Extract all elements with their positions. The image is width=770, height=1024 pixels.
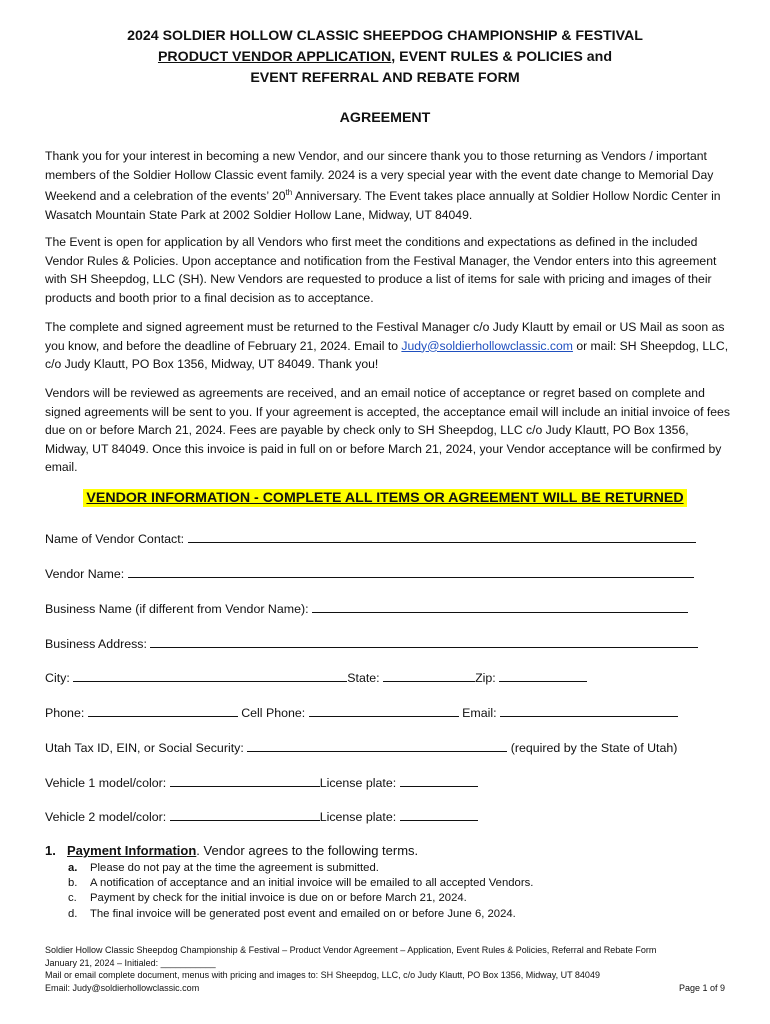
intro-text-a: Thank you for your interest in becoming a new Vendor, and our sincere thank you to those returning as Vendors / important members of the Soldier Hollow Classic event family. 2024 is a very special year with the event date change to Memorial Day Weekend and a celebration of the events’ 20 — [45, 149, 714, 204]
label-email: Email: — [462, 706, 497, 720]
input-vendor-contact[interactable] — [188, 530, 696, 543]
label-zip: Zip: — [475, 671, 496, 685]
input-license-plate-1[interactable] — [400, 774, 478, 787]
field-vendor-name — [45, 565, 694, 581]
section-payment-information — [45, 843, 418, 858]
list-text: Payment by check for the initial invoice is due on or before March 21, 2024. — [90, 892, 467, 904]
vendor-info-heading-wrap — [0, 489, 770, 507]
title-line-3: EVENT REFERRAL AND REBATE FORM — [250, 70, 520, 86]
footer-line-1: Soldier Hollow Classic Sheepdog Championship & Festival – Product Vendor Agreement – Application, Event Rules & Policies, Referral and Rebate Form — [45, 945, 657, 955]
input-phone[interactable] — [88, 704, 238, 717]
title-line-2 — [0, 47, 770, 68]
list-text: Please do not pay at the time the agreement is submitted. — [90, 862, 379, 874]
label-vendor-contact: Name of Vendor Contact: — [45, 532, 185, 546]
list-letter: a. — [68, 862, 78, 874]
list-item — [68, 892, 467, 904]
list-letter: d. — [68, 908, 78, 920]
input-business-address[interactable] — [150, 635, 698, 648]
submission-text-a: The complete and signed agreement must be returned to the Festival Manager c/o Judy Klautt by email or US Mail as soon as you know, and before the deadline of February 21, 2024. Email to — [45, 320, 725, 353]
review-paragraph: Vendors will be reviewed as agreements are received, and an email notice of acceptance or regret based on complete and signed agreements will be sent to you. If your agreement is accepted, the acceptance email will include an initial invoice of fees due on or before March 21, 2024. Fees are payable by check only to SH Sheepdog, LLC c/o Judy Klautt, PO Box 1356, Midway, UT 84049. Once this invoice is paid in full on or before March 21, 2024, your Vendor acceptance will be confirmed by email. — [45, 386, 730, 475]
field-phones-email — [45, 704, 678, 720]
submission-text-b: or mail: SH Sheepdog, LLC, c/o Judy Klautt, PO Box 1356, Midway, UT 84049. Thank you! — [45, 338, 729, 372]
list-letter: c. — [68, 892, 77, 904]
list-letter: b. — [68, 877, 78, 889]
intro-text-b: Anniversary. The Event takes place annually at Soldier Hollow Nordic Center in Wasatch Mountain State Park at 2002 Soldier Hollow Lane, Midway, UT 84049. — [45, 189, 721, 222]
eligibility-paragraph: The Event is open for application by all Vendors who first meet the conditions and expectations as defined in the included Vendor Rules & Policies. Upon acceptance and notification from the Festival Manager, the Vendor enters into this agreement with SH Sheepdog, LLC (SH). New Vendors are requested to produce a list of items for sale with pricing and images of their products and booth prior to a final decision as to acceptance. — [45, 235, 717, 305]
label-state: State: — [347, 671, 380, 685]
label-city: City: — [45, 671, 70, 685]
title-application-underlined: PRODUCT VENDOR APPLICATION — [157, 49, 392, 65]
intro-superscript: th — [285, 188, 293, 198]
label-vehicle-2: Vehicle 2 model/color: — [45, 810, 167, 824]
input-email[interactable] — [500, 704, 678, 717]
input-vehicle-1[interactable] — [170, 774, 320, 787]
label-vendor-name: Vendor Name: — [45, 567, 125, 581]
footer-line-2: January 21, 2024 – Initialed: ___________ — [45, 958, 216, 968]
document-title — [0, 26, 770, 89]
input-license-plate-2[interactable] — [400, 808, 478, 821]
label-cell-phone: Cell Phone: — [241, 706, 306, 720]
label-business-address: Business Address: — [45, 637, 147, 651]
list-item — [68, 862, 379, 874]
input-zip[interactable] — [499, 669, 587, 682]
intro-paragraph — [45, 147, 735, 224]
section-heading: Payment Information — [67, 843, 197, 858]
label-license-plate-1: License plate: — [319, 776, 397, 790]
field-city-state-zip — [45, 669, 587, 685]
input-city[interactable] — [73, 669, 347, 682]
field-vehicle-2 — [45, 808, 478, 824]
field-business-address — [45, 635, 698, 651]
email-link[interactable]: Judy@soldierhollowclassic.com — [401, 338, 573, 353]
section-number: 1. — [45, 843, 56, 858]
input-tax-id[interactable] — [247, 739, 507, 752]
tax-id-note: (required by the State of Utah) — [510, 741, 678, 755]
field-vehicle-1 — [45, 774, 478, 790]
list-item — [68, 877, 533, 889]
label-phone: Phone: — [45, 706, 85, 720]
input-state[interactable] — [383, 669, 475, 682]
field-vendor-contact — [45, 530, 696, 546]
agreement-heading: AGREEMENT — [339, 110, 431, 126]
input-vendor-name[interactable] — [128, 565, 694, 578]
input-business-name[interactable] — [312, 600, 688, 613]
label-vehicle-1: Vehicle 1 model/color: — [45, 776, 167, 790]
input-cell-phone[interactable] — [309, 704, 459, 717]
input-vehicle-2[interactable] — [170, 808, 320, 821]
list-text: The final invoice will be generated post event and emailed on or before June 6, 2024. — [90, 908, 516, 920]
section-intro: . Vendor agrees to the following terms. — [196, 843, 419, 858]
footer-line-3: Mail or email complete document, menus with pricing and images to: SH Sheepdog, LLC, c/o Judy Klautt, PO Box 1356, Midway, UT 84049 — [45, 970, 600, 980]
label-license-plate-2: License plate: — [319, 810, 397, 824]
field-business-name — [45, 600, 688, 616]
title-line-2-rest: , EVENT RULES & POLICIES and — [391, 49, 613, 65]
page-number: Page 1 of 9 — [678, 983, 725, 993]
label-business-name: Business Name (if different from Vendor Name): — [45, 602, 309, 616]
title-line-1: 2024 SOLDIER HOLLOW CLASSIC SHEEPDOG CHAMPIONSHIP & FESTIVAL — [127, 28, 643, 44]
label-tax-id: Utah Tax ID, EIN, or Social Security: — [45, 741, 244, 755]
footer-line-4: Email: Judy@soldierhollowclassic.com — [45, 983, 200, 993]
submission-paragraph — [45, 318, 735, 374]
list-text: A notification of acceptance and an initial invoice will be emailed to all accepted Vendors. — [90, 877, 534, 889]
list-item — [68, 908, 516, 920]
vendor-info-heading: VENDOR INFORMATION - COMPLETE ALL ITEMS OR AGREEMENT WILL BE RETURNED — [83, 489, 686, 507]
field-tax-id — [45, 739, 677, 755]
